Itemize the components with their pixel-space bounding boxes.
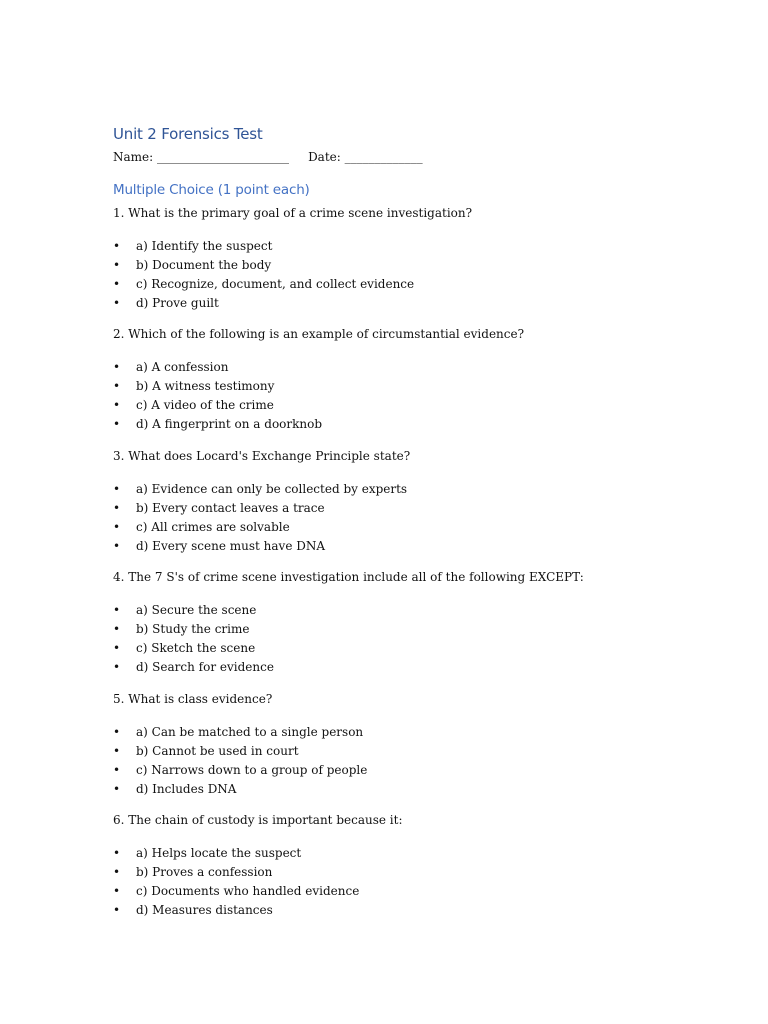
bullet-icon: • (113, 744, 121, 758)
question-text: 3. What does Locard's Exchange Principle state? (113, 449, 411, 463)
question-text: 1. What is the primary goal of a crime scene investigation? (113, 206, 473, 220)
option-text: b) A witness testimony (136, 379, 275, 393)
bullet-icon: • (113, 641, 121, 655)
option-text: c) A video of the crime (136, 398, 274, 412)
option-text: b) Study the crime (136, 622, 250, 636)
bullet-icon: • (113, 622, 121, 636)
bullet-icon: • (113, 725, 121, 739)
bullet-icon: • (113, 501, 121, 515)
question-text: 5. What is class evidence? (113, 692, 273, 706)
bullet-icon: • (113, 539, 121, 553)
bullet-icon: • (113, 379, 121, 393)
option-text: d) Search for evidence (136, 660, 274, 674)
bullet-icon: • (113, 239, 121, 253)
option-text: c) All crimes are solvable (136, 520, 290, 534)
bullet-icon: • (113, 360, 121, 374)
bullet-icon: • (113, 660, 121, 674)
question-text: 4. The 7 S's of crime scene investigation include all of the following EXCEPT: (113, 570, 584, 584)
option-text: a) Can be matched to a single person (136, 725, 364, 739)
bullet-icon: • (113, 258, 121, 272)
bullet-icon: • (113, 763, 121, 777)
option-text: d) Measures distances (136, 903, 273, 917)
bullet-icon: • (113, 520, 121, 534)
bullet-icon: • (113, 482, 121, 496)
bullet-icon: • (113, 865, 121, 879)
section-heading: Multiple Choice (1 point each) (113, 182, 310, 198)
question-text: 6. The chain of custody is important because it: (113, 813, 403, 827)
bullet-icon: • (113, 398, 121, 412)
option-text: a) A confession (136, 360, 229, 374)
question-text: 2. Which of the following is an example of circumstantial evidence? (113, 327, 525, 341)
option-text: d) Includes DNA (136, 782, 237, 796)
name-date-line: Name: ______________________ Date: _____________ (113, 150, 423, 164)
option-text: a) Helps locate the suspect (136, 846, 302, 860)
option-text: a) Identify the suspect (136, 239, 273, 253)
option-text: b) Document the body (136, 258, 272, 272)
bullet-icon: • (113, 603, 121, 617)
option-text: a) Evidence can only be collected by experts (136, 482, 408, 496)
option-text: a) Secure the scene (136, 603, 257, 617)
bullet-icon: • (113, 417, 121, 431)
bullet-icon: • (113, 782, 121, 796)
option-text: b) Every contact leaves a trace (136, 501, 325, 515)
bullet-icon: • (113, 903, 121, 917)
bullet-icon: • (113, 277, 121, 291)
option-text: c) Sketch the scene (136, 641, 256, 655)
option-text: d) A fingerprint on a doorknob (136, 417, 323, 431)
option-text: d) Prove guilt (136, 296, 219, 310)
option-text: b) Cannot be used in court (136, 744, 299, 758)
bullet-icon: • (113, 884, 121, 898)
option-text: c) Documents who handled evidence (136, 884, 360, 898)
option-text: b) Proves a confession (136, 865, 273, 879)
bullet-icon: • (113, 846, 121, 860)
option-text: c) Narrows down to a group of people (136, 763, 368, 777)
document-title: Unit 2 Forensics Test (113, 125, 263, 143)
bullet-icon: • (113, 296, 121, 310)
option-text: c) Recognize, document, and collect evidence (136, 277, 415, 291)
option-text: d) Every scene must have DNA (136, 539, 326, 553)
